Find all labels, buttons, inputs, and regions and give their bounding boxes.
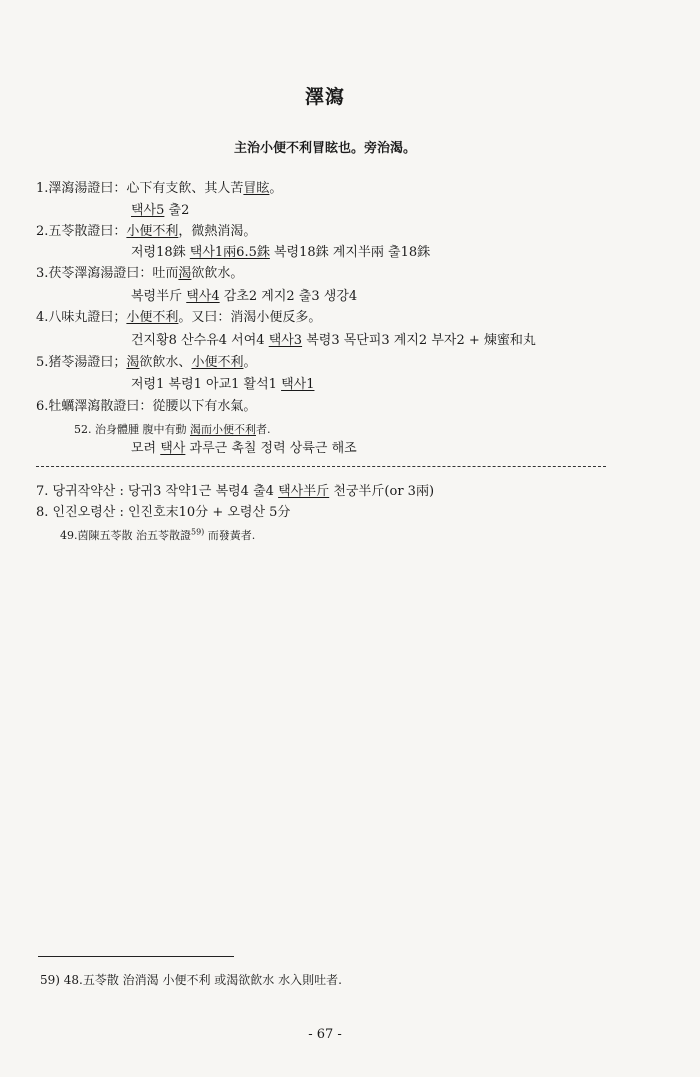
entry-2-prescription: 저령18銖 택사1兩6.5銖 복령18銖 계지半兩 출18銖 — [131, 245, 431, 260]
entry-1-prescription: 택사5 출2 — [131, 203, 190, 218]
entry-2-text: 2.五苓散證曰：小便不利，微熱消渴。 — [36, 224, 257, 239]
page-number: - 67 - — [308, 1027, 342, 1042]
page-title: 澤瀉 — [304, 86, 345, 108]
entry-8-text: 8. 인진오령산 : 인진호末10分 + 오령산 5分 — [36, 505, 291, 520]
entry-4-text: 4.八味丸證曰；小便不利。又曰：消渴小便反多。 — [36, 310, 322, 325]
note-52-prescription: 모려 택사 과루근 촉칠 정력 상륙근 해조 — [131, 441, 357, 456]
note-52: 52. 治身體腫 腹中有動 渴而小便不利者. — [74, 423, 271, 436]
entry-4-prescription: 건지황8 산수유4 서여4 택사3 복령3 목단피3 계지2 부자2 + 煉蜜和丸 — [131, 333, 536, 348]
footnote-rule — [38, 956, 234, 957]
entry-5-prescription: 저령1 복령1 아교1 활석1 택사1 — [131, 377, 315, 392]
entry-7-text: 7. 당귀작약산 : 당귀3 작약1근 복령4 출4 택사半斤 천궁半斤(or 3兩) — [36, 484, 435, 499]
dashed-divider — [36, 466, 606, 467]
entry-5-text: 5.猪苓湯證曰；渴欲飮水、小便不利。 — [36, 355, 257, 370]
entry-3-text: 3.茯苓澤瀉湯證曰：吐而渴欲飮水。 — [36, 266, 244, 281]
entry-3-prescription: 복령半斤 택사4 감초2 계지2 출3 생강4 — [131, 289, 358, 304]
entry-6-text: 6.牡蠣澤瀉散證曰：從腰以下有水氣。 — [36, 399, 257, 414]
footnote-59: 59) 48.五苓散 治消渴 小便不利 或渴欲飮水 水入則吐者. — [40, 973, 342, 987]
page-subtitle: 主治小便不利冒眩也。旁治渴。 — [233, 141, 416, 156]
footnote-ref: 59) — [191, 527, 205, 537]
note-49: 49.茵陳五苓散 治五苓散證$^{59)}$ 而發黃者. — [60, 527, 256, 542]
entry-1-text: 1.澤瀉湯證曰：心下有支飮、其人苦冒眩。 — [36, 181, 283, 196]
